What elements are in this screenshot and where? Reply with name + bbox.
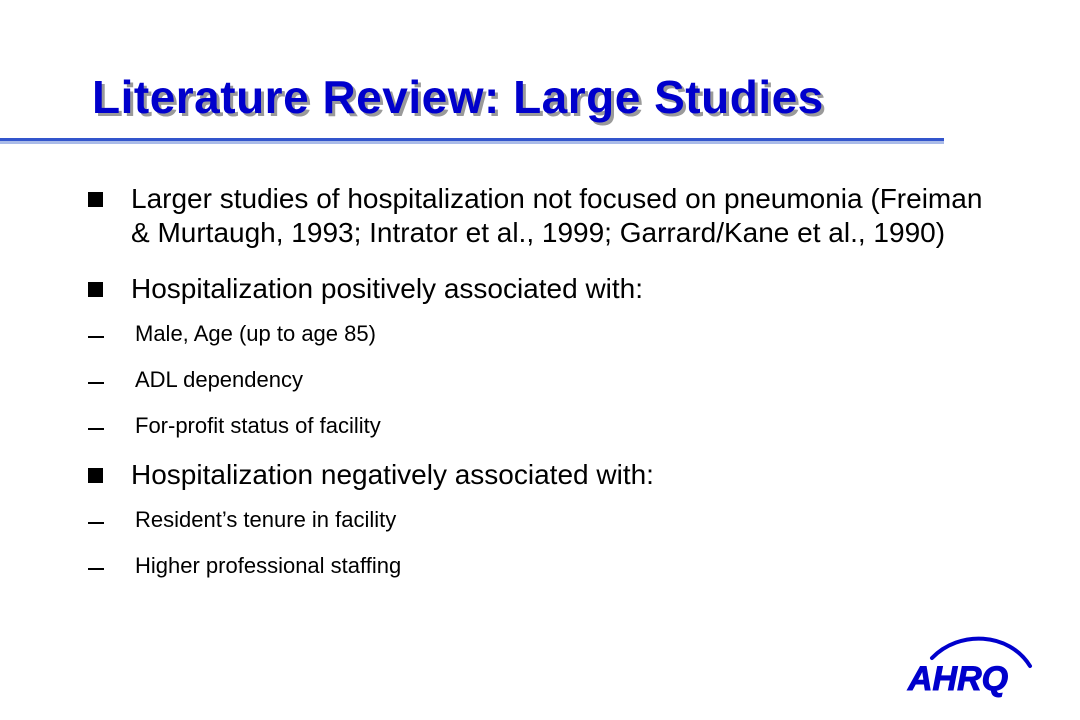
bullet-text: Hospitalization positively associated with:: [131, 273, 644, 304]
dash-bullet-icon: [88, 382, 104, 384]
dash-bullet-icon: [88, 336, 104, 338]
dash-bullet-icon: [88, 568, 104, 570]
bullet-list: [88, 182, 988, 598]
dash-bullet-icon: [88, 428, 104, 430]
sub-bullet-item: [88, 412, 988, 439]
bullet-item: [88, 272, 988, 306]
square-bullet-icon: [88, 468, 103, 483]
sub-bullet-text: For-profit status of facility: [135, 413, 381, 438]
square-bullet-icon: [88, 192, 103, 207]
title-underline-shadow: [0, 141, 944, 144]
sub-bullet-text: Resident’s tenure in facility: [135, 507, 397, 532]
ahrq-logo: [904, 636, 1044, 700]
square-bullet-icon: [88, 282, 103, 297]
sub-bullet-item: [88, 506, 988, 533]
dash-bullet-icon: [88, 522, 104, 524]
bullet-item: [88, 182, 988, 250]
bullet-text: Larger studies of hospitalization not focused on pneumonia (Freiman & Murtaugh, 1993; Intrator et al., 1999; Garrard/Kane et al., 1990): [131, 183, 983, 248]
slide-title: Literature Review: Large Studies: [92, 71, 824, 123]
bullet-item: [88, 458, 988, 492]
logo-text: AHRQ: [908, 660, 1009, 698]
sub-bullet-item: [88, 552, 988, 579]
bullet-text: Hospitalization negatively associated with:: [131, 459, 654, 490]
sub-bullet-text: Male, Age (up to age 85): [135, 321, 376, 346]
sub-bullet-item: [88, 366, 988, 393]
sub-bullet-text: ADL dependency: [135, 367, 303, 392]
sub-bullet-text: Higher professional staffing: [135, 553, 402, 578]
sub-bullet-item: [88, 320, 988, 347]
